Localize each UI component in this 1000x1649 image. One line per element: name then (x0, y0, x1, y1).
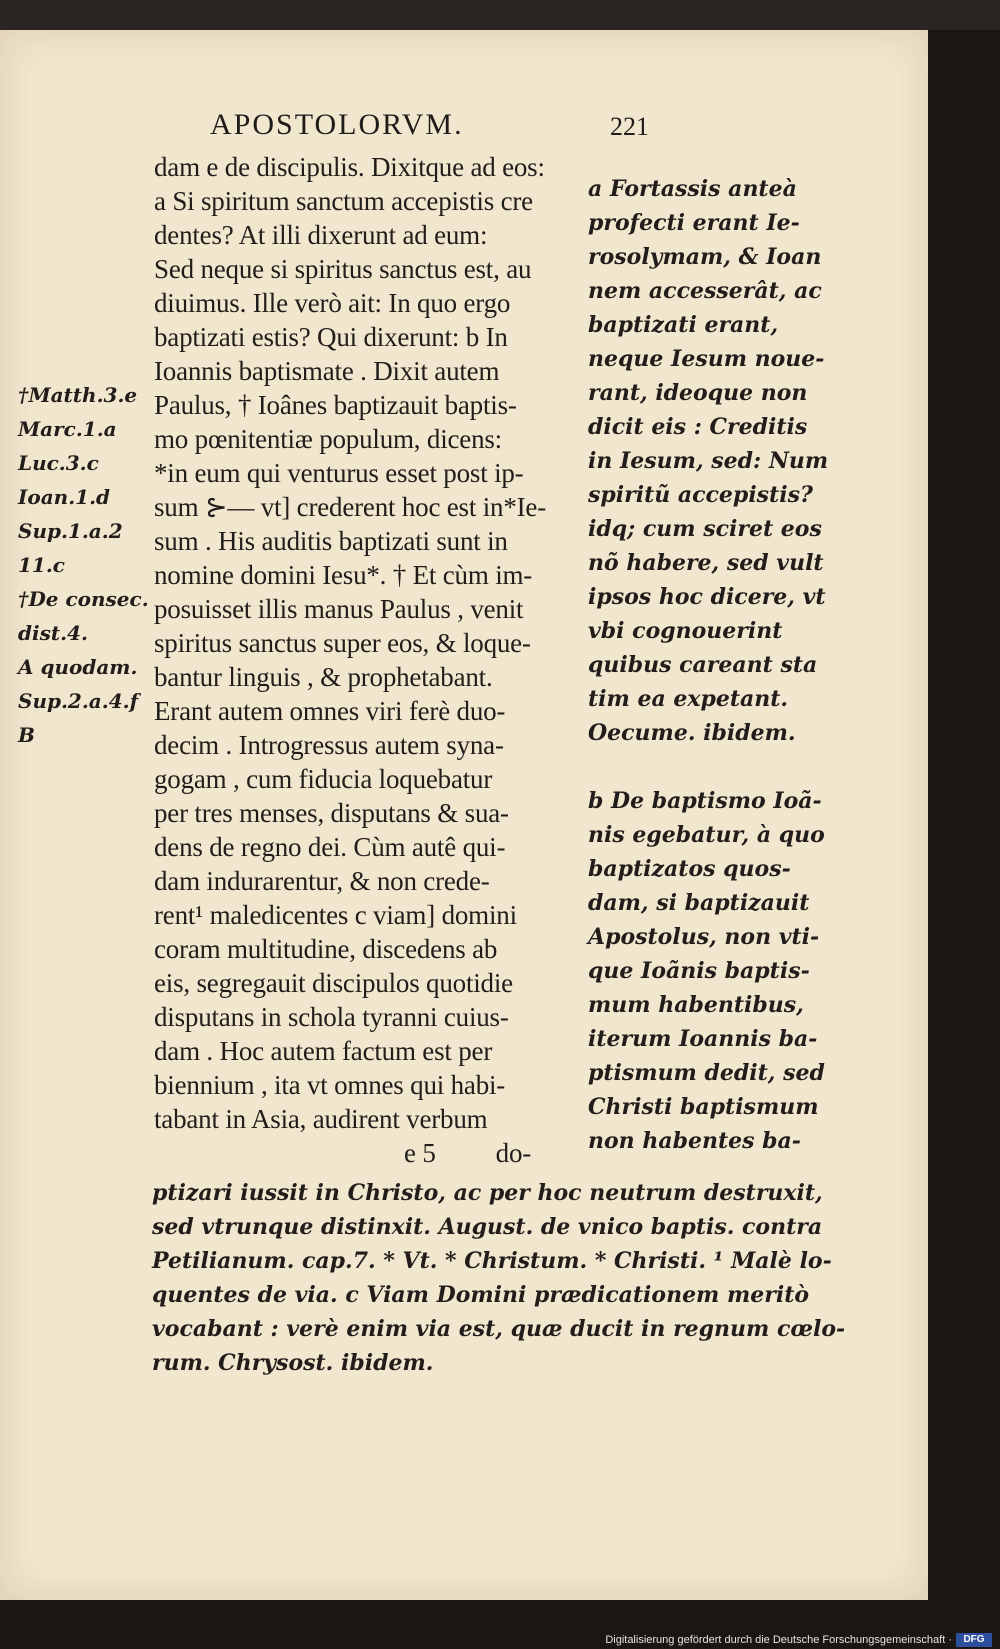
footnote-block (152, 1176, 846, 1380)
text-line: Paulus, † Ioânes baptizauit baptis- (154, 390, 517, 420)
page-number: 221 (610, 112, 649, 141)
text-line: disputans in schola tyranni cuius- (154, 1002, 509, 1032)
side-note-line: spiritũ accepistis? (588, 482, 813, 508)
margin-reference: Luc.3.c (18, 451, 99, 475)
left-margin-references (18, 378, 158, 752)
text-line: baptizati estis? Qui dixerunt: b In (154, 322, 508, 352)
side-note-line: nis egebatur, à quo (588, 822, 825, 848)
side-note-line: nem accesserât, ac (588, 278, 822, 304)
side-note-line: dam, si baptizauit (588, 890, 810, 916)
signature-mark: e 5 (404, 1138, 436, 1168)
side-note-line: baptizatos quos- (588, 856, 791, 882)
text-line: spiritus sanctus super eos, & loque- (154, 628, 531, 658)
side-note-line (588, 750, 918, 784)
side-note-line: quibus careant sta (588, 652, 818, 678)
side-note-line: non habentes ba- (588, 1128, 801, 1154)
side-note-line: ipsos hoc dicere, vt (588, 584, 826, 610)
footnote-line: vocabant : verè enim via est, quæ ducit in regnum cœlo- (152, 1316, 846, 1342)
signature-line (404, 1136, 584, 1170)
margin-reference: 11.c (18, 553, 65, 577)
margin-reference: Sup.2.a.4.f (18, 689, 139, 713)
side-note-line: iterum Ioannis ba- (588, 1026, 818, 1052)
side-note-line: que Ioãnis baptis- (588, 958, 810, 984)
margin-reference: Marc.1.a (18, 417, 117, 441)
side-note-line: neque Iesum noue- (588, 346, 825, 372)
margin-reference: Sup.1.a.2 (18, 519, 123, 543)
text-line: mo pœnitentiæ populum, dicens: (154, 424, 502, 454)
text-line: dam e de discipulis. Dixitque ad eos: (154, 152, 545, 182)
footnote-line: rum. Chrysost. ibidem. (152, 1350, 434, 1376)
side-note-line: rosolymam, & Ioan (588, 244, 822, 270)
side-notes-column (588, 172, 918, 1158)
footnote-line: quentes de via. c Viam Domini prædicationem meritò (152, 1282, 810, 1308)
text-line: *in eum qui venturus esset post ip- (154, 458, 524, 488)
side-note-line: b De baptismo Ioã- (588, 788, 822, 814)
footnote-line: ptizari iussit in Christo, ac per hoc neutrum destruxit, (152, 1180, 823, 1206)
text-line: tabant in Asia, audirent verbum (154, 1104, 488, 1134)
margin-reference: A quodam. (18, 655, 138, 679)
footnote-line: sed vtrunque distinxit. August. de vnico baptis. contra (152, 1214, 823, 1240)
text-line: rent¹ maledicentes c viam] domini (154, 900, 517, 930)
text-line: dentes? At illi dixerunt ad eum: (154, 220, 488, 250)
text-line: sum . His auditis baptizati sunt in (154, 526, 508, 556)
side-note-line: nõ habere, sed vult (588, 550, 824, 576)
side-note-line: vbi cognouerint (588, 618, 783, 644)
side-note-line: Oecume. ibidem. (588, 720, 796, 746)
text-line: nomine domini Iesu*. † Et cùm im- (154, 560, 533, 590)
page-edge-shadow (928, 30, 1000, 1600)
side-note-line: tim ea expetant. (588, 686, 789, 712)
digitization-credit: Digitalisierung gefördert durch die Deutsche Forschungsgemeinschaft · (605, 1634, 952, 1646)
side-note-line: a Fortassis anteà (588, 176, 797, 202)
margin-reference: dist.4. (18, 621, 88, 645)
margin-reference: B (18, 723, 35, 747)
side-note-line: baptizati erant, (588, 312, 779, 338)
text-line: per tres menses, disputans & sua- (154, 798, 509, 828)
margin-reference: Ioan.1.d (18, 485, 111, 509)
dfg-logo: DFG (956, 1633, 992, 1647)
side-note-line: mum habentibus, (588, 992, 804, 1018)
text-line: Erant autem omnes viri ferè duo- (154, 696, 506, 726)
text-line: biennium , ita vt omnes qui habi- (154, 1070, 506, 1100)
side-note-line: Christi baptismum (588, 1094, 819, 1120)
running-header (210, 108, 670, 148)
margin-reference: †Matth.3.e (18, 383, 138, 407)
text-line: gogam , cum fiducia loquebatur (154, 764, 493, 794)
text-line: decim . Introgressus autem syna- (154, 730, 504, 760)
text-line: dam indurarentur, & non crede- (154, 866, 490, 896)
side-note-line: Apostolus, non vti- (588, 924, 820, 950)
text-line: Ioannis baptismate . Dixit autem (154, 356, 500, 386)
text-line: posuisset illis manus Paulus , venit (154, 594, 524, 624)
side-note-line: profecti erant Ie- (588, 210, 800, 236)
footnote-line: Petilianum. cap.7. * Vt. * Christum. * Christi. ¹ Malè lo- (152, 1248, 832, 1274)
margin-reference: †De consec. (18, 587, 149, 611)
main-text-column (154, 150, 584, 1170)
catchword: do- (495, 1138, 532, 1168)
text-line: coram multitudine, discedens ab (154, 934, 498, 964)
text-line: a Si spiritum sanctum accepistis cre (154, 186, 533, 216)
text-line: dens de regno dei. Cùm autê qui- (154, 832, 506, 862)
side-note-line: ptismum dedit, sed (588, 1060, 825, 1086)
text-line: bantur linguis , & prophetabant. (154, 662, 493, 692)
text-line: diuimus. Ille verò ait: In quo ergo (154, 288, 511, 318)
text-line: sum ⊱— vt] crederent hoc est in*Ie- (154, 492, 546, 522)
text-line: Sed neque si spiritus sanctus est, au (154, 254, 532, 284)
text-line: dam . Hoc autem factum est per (154, 1036, 493, 1066)
side-note-line: dicit eis : Creditis (588, 414, 808, 440)
text-line: eis, segregauit discipulos quotidie (154, 968, 513, 998)
side-note-line: rant, ideoque non (588, 380, 808, 406)
running-title: APOSTOLORVM. (210, 108, 464, 141)
side-note-line: idq; cum sciret eos (588, 516, 822, 542)
side-note-line: in Iesum, sed: Num (588, 448, 829, 474)
